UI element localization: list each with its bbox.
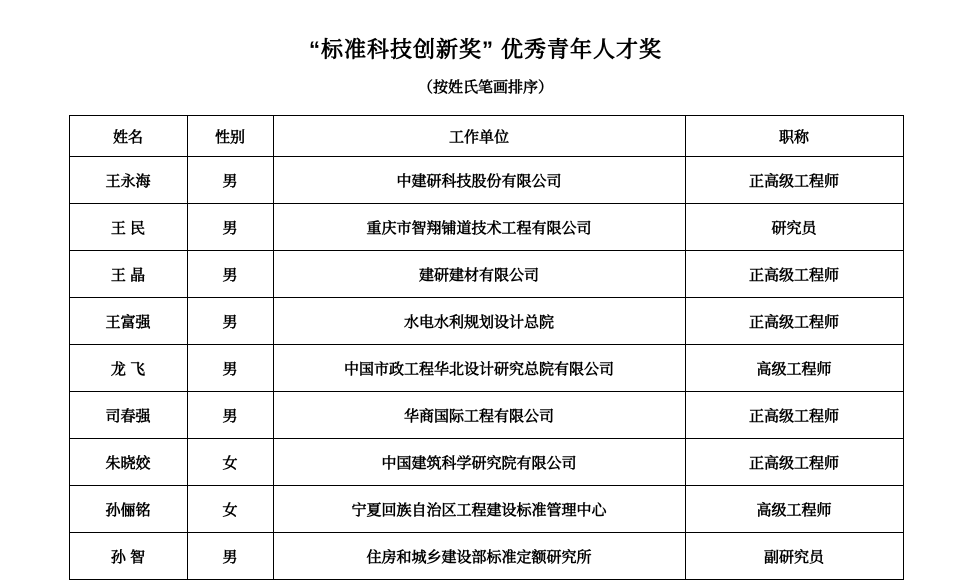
cell-name: 龙 飞 <box>69 345 187 392</box>
table-row <box>69 533 903 580</box>
cell-name: 王 民 <box>69 204 187 251</box>
table-header-row <box>69 116 903 157</box>
cell-organization: 重庆市智翔铺道技术工程有限公司 <box>273 204 685 251</box>
award-table <box>69 115 904 580</box>
cell-organization: 中国建筑科学研究院有限公司 <box>273 439 685 486</box>
cell-organization: 水电水利规划设计总院 <box>273 298 685 345</box>
cell-gender: 男 <box>187 533 273 580</box>
cell-organization: 住房和城乡建设部标准定额研究所 <box>273 533 685 580</box>
table-row <box>69 486 903 533</box>
cell-organization: 建研建材有限公司 <box>273 251 685 298</box>
table-row <box>69 345 903 392</box>
cell-gender: 男 <box>187 204 273 251</box>
cell-organization: 中国市政工程华北设计研究总院有限公司 <box>273 345 685 392</box>
cell-gender: 男 <box>187 345 273 392</box>
cell-gender: 男 <box>187 157 273 204</box>
table-header <box>69 116 903 157</box>
cell-name: 孙 智 <box>69 533 187 580</box>
cell-gender: 男 <box>187 298 273 345</box>
document-page <box>0 33 971 586</box>
cell-name: 司春强 <box>69 392 187 439</box>
cell-title: 高级工程师 <box>685 345 903 392</box>
page-subtitle: （按姓氏笔画排序） <box>417 79 553 96</box>
column-header-gender: 性别 <box>187 116 273 157</box>
table-body <box>69 157 903 580</box>
cell-gender: 男 <box>187 251 273 298</box>
award-table-container <box>69 115 903 580</box>
cell-organization: 宁夏回族自治区工程建设标准管理中心 <box>273 486 685 533</box>
cell-gender: 男 <box>187 392 273 439</box>
cell-title: 正高级工程师 <box>685 392 903 439</box>
cell-title: 研究员 <box>685 204 903 251</box>
table-row <box>69 157 903 204</box>
table-row <box>69 204 903 251</box>
cell-organization: 中建研科技股份有限公司 <box>273 157 685 204</box>
cell-name: 朱晓姣 <box>69 439 187 486</box>
cell-title: 副研究员 <box>685 533 903 580</box>
cell-name: 王 晶 <box>69 251 187 298</box>
table-row <box>69 251 903 298</box>
cell-title: 正高级工程师 <box>685 157 903 204</box>
cell-title: 正高级工程师 <box>685 439 903 486</box>
table-row <box>69 439 903 486</box>
table-row <box>69 392 903 439</box>
cell-title: 正高级工程师 <box>685 251 903 298</box>
column-header-title: 职称 <box>685 116 903 157</box>
column-header-name: 姓名 <box>69 116 187 157</box>
cell-name: 孙俪铭 <box>69 486 187 533</box>
cell-title: 正高级工程师 <box>685 298 903 345</box>
cell-title: 高级工程师 <box>685 486 903 533</box>
table-row <box>69 298 903 345</box>
column-header-organization: 工作单位 <box>273 116 685 157</box>
cell-name: 王永海 <box>69 157 187 204</box>
cell-name: 王富强 <box>69 298 187 345</box>
cell-gender: 女 <box>187 439 273 486</box>
page-title: “标准科技创新奖” 优秀青年人才奖 <box>308 37 663 62</box>
cell-organization: 华商国际工程有限公司 <box>273 392 685 439</box>
cell-gender: 女 <box>187 486 273 533</box>
